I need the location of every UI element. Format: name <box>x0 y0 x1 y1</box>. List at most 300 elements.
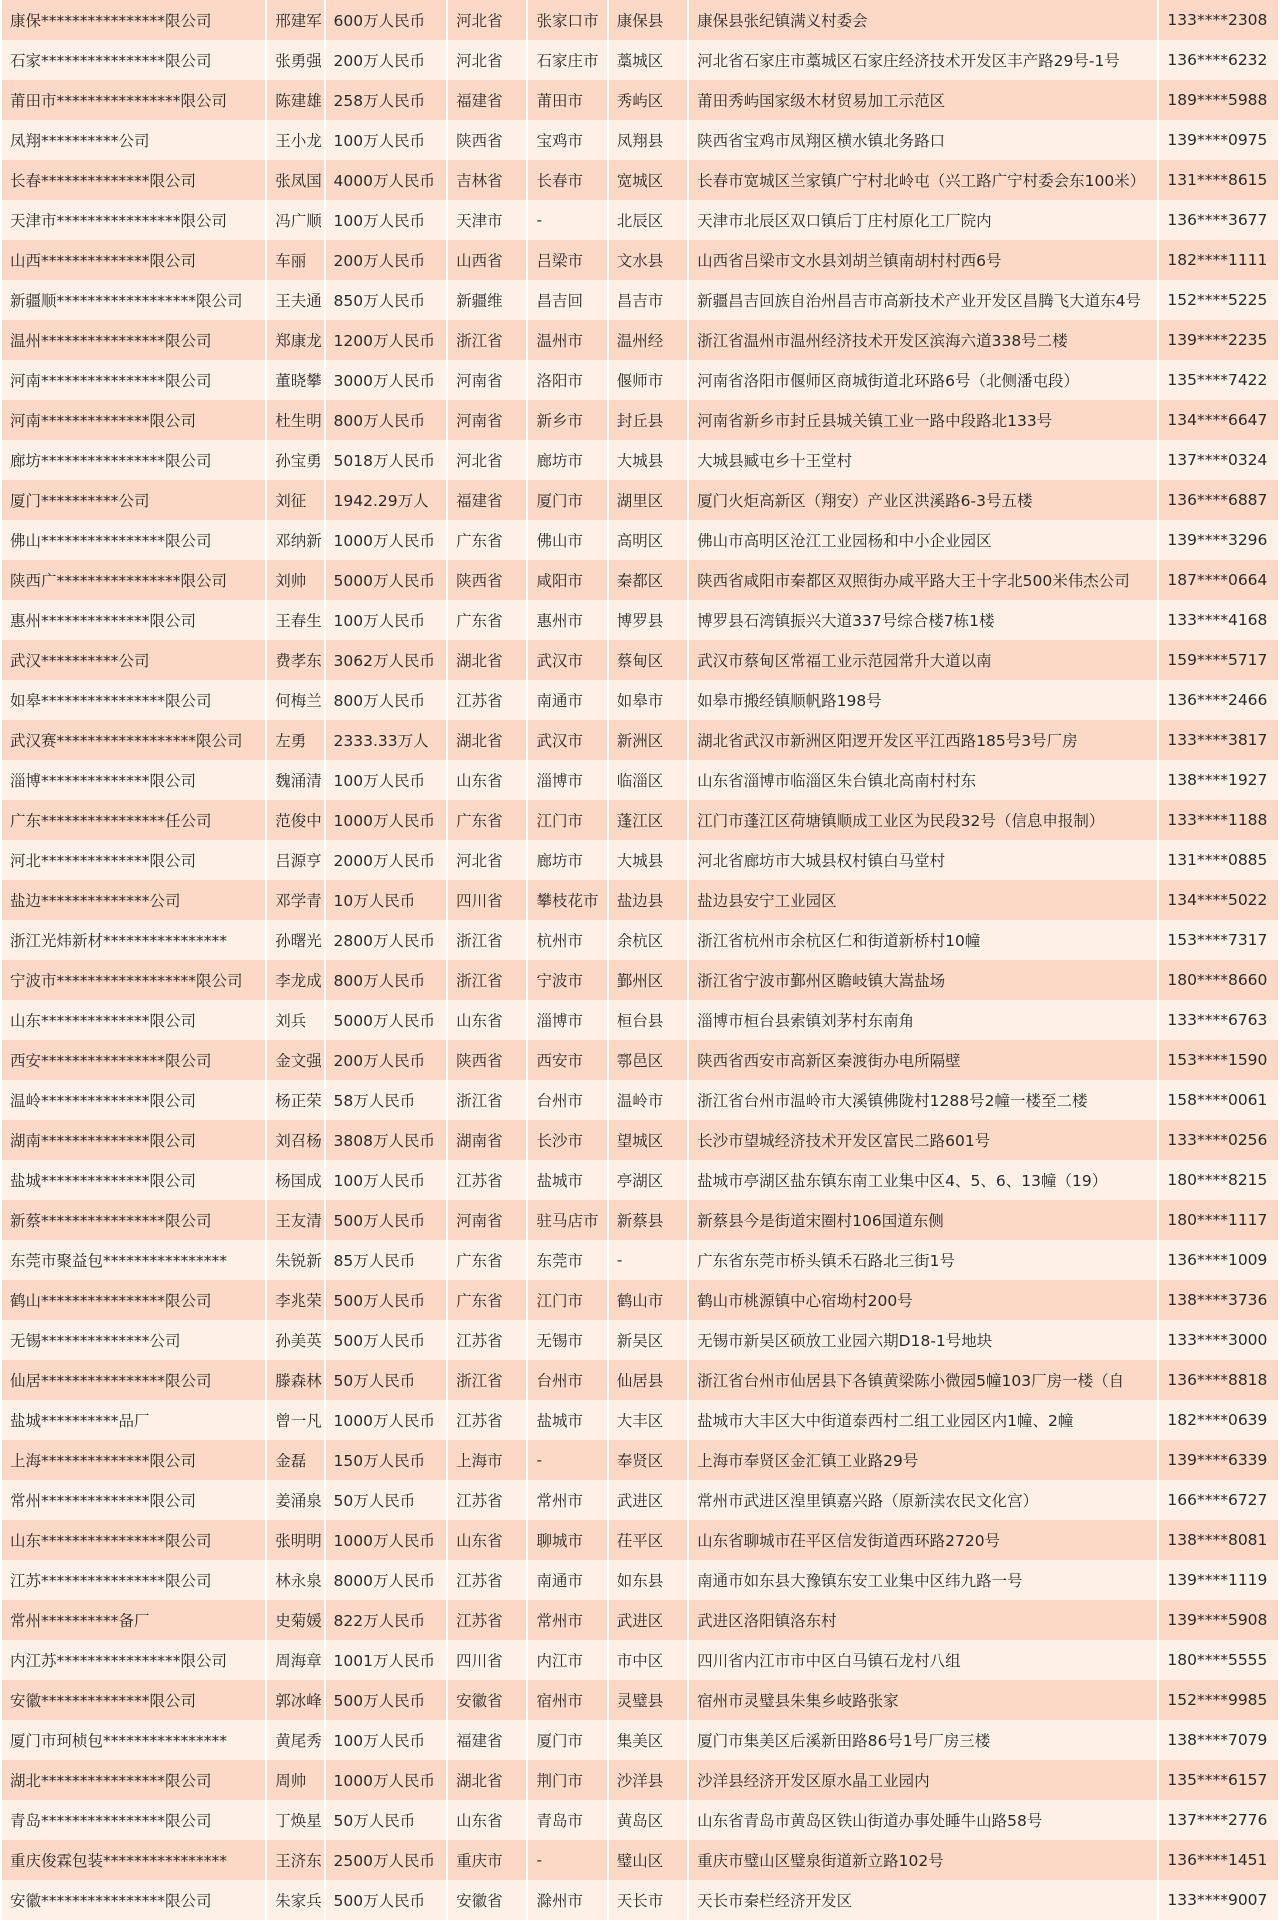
company-name-cell: 西安****************限公司 <box>2 1040 265 1080</box>
city-cell: 宿州市 <box>528 1680 606 1720</box>
county-cell: 大城县 <box>609 440 687 480</box>
table-row <box>2 1760 1278 1800</box>
province-cell: 浙江省 <box>448 1360 526 1400</box>
phone-cell: 131****0885 <box>1159 840 1278 880</box>
legal-rep-cell: 邓纳新 <box>267 520 323 560</box>
province-cell: 湖北省 <box>448 720 526 760</box>
legal-rep-cell: 李龙成 <box>267 960 323 1000</box>
company-name-cell: 新蔡****************限公司 <box>2 1200 265 1240</box>
address-cell: 盐城市大丰区大中街道泰西村二组工业园区内1幢、2幢 <box>689 1400 1157 1440</box>
city-cell: 荆门市 <box>528 1760 606 1800</box>
company-name-cell: 重庆俊霖包装**************** <box>2 1840 265 1880</box>
registered-capital-cell: 5000万人民币 <box>326 1000 447 1040</box>
table-row <box>2 480 1278 520</box>
company-name-cell: 河南****************限公司 <box>2 360 265 400</box>
legal-rep-cell: 吕源亨 <box>267 840 323 880</box>
registered-capital-cell: 500万人民币 <box>326 1200 447 1240</box>
legal-rep-cell: 何梅兰 <box>267 680 323 720</box>
phone-cell: 139****0975 <box>1159 120 1278 160</box>
county-cell: 茌平区 <box>609 1520 687 1560</box>
province-cell: 陕西省 <box>448 120 526 160</box>
province-cell: 浙江省 <box>448 320 526 360</box>
phone-cell: 136****6232 <box>1159 40 1278 80</box>
county-cell: 封丘县 <box>609 400 687 440</box>
legal-rep-cell: 杜生明 <box>267 400 323 440</box>
registered-capital-cell: 500万人民币 <box>326 1280 447 1320</box>
city-cell: 杭州市 <box>528 920 606 960</box>
phone-cell: 135****6157 <box>1159 1760 1278 1800</box>
table-row <box>2 1120 1278 1160</box>
company-name-cell: 上海**************限公司 <box>2 1440 265 1480</box>
city-cell: 厦门市 <box>528 1720 606 1760</box>
registered-capital-cell: 100万人民币 <box>326 760 447 800</box>
phone-cell: 133****3000 <box>1159 1320 1278 1360</box>
city-cell: 武汉市 <box>528 640 606 680</box>
registered-capital-cell: 100万人民币 <box>326 1720 447 1760</box>
table-row <box>2 720 1278 760</box>
legal-rep-cell: 王小龙 <box>267 120 323 160</box>
registered-capital-cell: 8000万人民币 <box>326 1560 447 1600</box>
phone-cell: 136****6887 <box>1159 480 1278 520</box>
county-cell: - <box>609 1240 687 1280</box>
legal-rep-cell: 魏涌清 <box>267 760 323 800</box>
table-row <box>2 800 1278 840</box>
city-cell: 厦门市 <box>528 480 606 520</box>
county-cell: 秦都区 <box>609 560 687 600</box>
table-row <box>2 320 1278 360</box>
legal-rep-cell: 刘召杨 <box>267 1120 323 1160</box>
registered-capital-cell: 1200万人民币 <box>326 320 447 360</box>
registered-capital-cell: 1001万人民币 <box>326 1640 447 1680</box>
table-row <box>2 200 1278 240</box>
company-name-cell: 温岭**************限公司 <box>2 1080 265 1120</box>
registered-capital-cell: 200万人民币 <box>326 240 447 280</box>
legal-rep-cell: 刘帅 <box>267 560 323 600</box>
county-cell: 凤翔县 <box>609 120 687 160</box>
address-cell: 武汉市蔡甸区常福工业示范园常升大道以南 <box>689 640 1157 680</box>
company-name-cell: 新疆顺******************限公司 <box>2 280 265 320</box>
company-name-cell: 河南**************限公司 <box>2 400 265 440</box>
county-cell: 温岭市 <box>609 1080 687 1120</box>
city-cell: - <box>528 1840 606 1880</box>
county-cell: 蓬江区 <box>609 800 687 840</box>
address-cell: 南通市如东县大豫镇东安工业集中区纬九路一号 <box>689 1560 1157 1600</box>
company-name-cell: 淄博**************限公司 <box>2 760 265 800</box>
registered-capital-cell: 600万人民币 <box>326 0 447 40</box>
table-row <box>2 1040 1278 1080</box>
table-row <box>2 1680 1278 1720</box>
legal-rep-cell: 曾一凡 <box>267 1400 323 1440</box>
phone-cell: 133****4168 <box>1159 600 1278 640</box>
table-row <box>2 1400 1278 1440</box>
address-cell: 大城县臧屯乡十王堂村 <box>689 440 1157 480</box>
registered-capital-cell: 5018万人民币 <box>326 440 447 480</box>
city-cell: 东莞市 <box>528 1240 606 1280</box>
legal-rep-cell: 史菊媛 <box>267 1600 323 1640</box>
company-name-cell: 盐边**************公司 <box>2 880 265 920</box>
legal-rep-cell: 刘征 <box>267 480 323 520</box>
registered-capital-cell: 100万人民币 <box>326 200 447 240</box>
city-cell: 西安市 <box>528 1040 606 1080</box>
county-cell: 秀屿区 <box>609 80 687 120</box>
company-name-cell: 湖北****************限公司 <box>2 1760 265 1800</box>
address-cell: 博罗县石湾镇振兴大道337号综合楼7栋1楼 <box>689 600 1157 640</box>
company-name-cell: 盐城**********品厂 <box>2 1400 265 1440</box>
legal-rep-cell: 费孝东 <box>267 640 323 680</box>
city-cell: 淄博市 <box>528 760 606 800</box>
city-cell: 咸阳市 <box>528 560 606 600</box>
phone-cell: 180****1117 <box>1159 1200 1278 1240</box>
legal-rep-cell: 李兆荣 <box>267 1280 323 1320</box>
table-row <box>2 1800 1278 1840</box>
registered-capital-cell: 1000万人民币 <box>326 800 447 840</box>
province-cell: 上海市 <box>448 1440 526 1480</box>
table-row <box>2 160 1278 200</box>
county-cell: 藁城区 <box>609 40 687 80</box>
registered-capital-cell: 50万人民币 <box>326 1480 447 1520</box>
registered-capital-cell: 850万人民币 <box>326 280 447 320</box>
company-name-cell: 江苏****************限公司 <box>2 1560 265 1600</box>
address-cell: 长春市宽城区兰家镇广宁村北岭屯（兴工路广宁村委会东100米） <box>689 160 1157 200</box>
county-cell: 昌吉市 <box>609 280 687 320</box>
city-cell: 廊坊市 <box>528 440 606 480</box>
legal-rep-cell: 刘兵 <box>267 1000 323 1040</box>
table-row <box>2 880 1278 920</box>
county-cell: 集美区 <box>609 1720 687 1760</box>
province-cell: 广东省 <box>448 1240 526 1280</box>
company-name-cell: 莆田市****************限公司 <box>2 80 265 120</box>
province-cell: 河南省 <box>448 1200 526 1240</box>
city-cell: - <box>528 1440 606 1480</box>
city-cell: 长春市 <box>528 160 606 200</box>
address-cell: 陕西省西安市高新区秦渡街办电所隔壁 <box>689 1040 1157 1080</box>
address-cell: 常州市武进区湟里镇嘉兴路（原新渎农民文化宫） <box>689 1480 1157 1520</box>
city-cell: 台州市 <box>528 1080 606 1120</box>
province-cell: 浙江省 <box>448 920 526 960</box>
legal-rep-cell: 张勇强 <box>267 40 323 80</box>
registered-capital-cell: 3062万人民币 <box>326 640 447 680</box>
company-name-cell: 长春**************限公司 <box>2 160 265 200</box>
legal-rep-cell: 车丽 <box>267 240 323 280</box>
registered-capital-cell: 1942.29万人 <box>326 480 447 520</box>
registered-capital-cell: 10万人民币 <box>326 880 447 920</box>
county-cell: 偃师市 <box>609 360 687 400</box>
company-name-cell: 惠州**************限公司 <box>2 600 265 640</box>
city-cell: 吕梁市 <box>528 240 606 280</box>
table-row <box>2 760 1278 800</box>
province-cell: 四川省 <box>448 1640 526 1680</box>
province-cell: 浙江省 <box>448 1080 526 1120</box>
county-cell: 璧山区 <box>609 1840 687 1880</box>
legal-rep-cell: 姜涌泉 <box>267 1480 323 1520</box>
table-row <box>2 1000 1278 1040</box>
city-cell: 廊坊市 <box>528 840 606 880</box>
phone-cell: 133****2308 <box>1159 0 1278 40</box>
company-name-cell: 广东****************任公司 <box>2 800 265 840</box>
city-cell: 无锡市 <box>528 1320 606 1360</box>
company-name-cell: 山东**************限公司 <box>2 1000 265 1040</box>
city-cell: 驻马店市 <box>528 1200 606 1240</box>
province-cell: 广东省 <box>448 1280 526 1320</box>
registered-capital-cell: 2500万人民币 <box>326 1840 447 1880</box>
registered-capital-cell: 100万人民币 <box>326 600 447 640</box>
table-row <box>2 600 1278 640</box>
table-row <box>2 440 1278 480</box>
phone-cell: 139****3296 <box>1159 520 1278 560</box>
address-cell: 江门市蓬江区荷塘镇顺成工业区为民段32号（信息申报制） <box>689 800 1157 840</box>
city-cell: 宁波市 <box>528 960 606 1000</box>
phone-cell: 136****1451 <box>1159 1840 1278 1880</box>
legal-rep-cell: 林永泉 <box>267 1560 323 1600</box>
phone-cell: 133****0256 <box>1159 1120 1278 1160</box>
county-cell: 康保县 <box>609 0 687 40</box>
phone-cell: 133****6763 <box>1159 1000 1278 1040</box>
city-cell: 惠州市 <box>528 600 606 640</box>
address-cell: 淄博市桓台县索镇刘茅村东南角 <box>689 1000 1157 1040</box>
city-cell: 青岛市 <box>528 1800 606 1840</box>
county-cell: 亭湖区 <box>609 1160 687 1200</box>
address-cell: 陕西省宝鸡市凤翔区横水镇北务路口 <box>689 120 1157 160</box>
legal-rep-cell: 范俊中 <box>267 800 323 840</box>
county-cell: 大丰区 <box>609 1400 687 1440</box>
address-cell: 武进区洛阳镇洛东村 <box>689 1600 1157 1640</box>
phone-cell: 134****5022 <box>1159 880 1278 920</box>
address-cell: 沙洋县经济开发区原水晶工业园内 <box>689 1760 1157 1800</box>
registered-capital-cell: 800万人民币 <box>326 680 447 720</box>
province-cell: 山东省 <box>448 1520 526 1560</box>
phone-cell: 135****7422 <box>1159 360 1278 400</box>
address-cell: 四川省内江市市中区白马镇石龙村八组 <box>689 1640 1157 1680</box>
county-cell: 望城区 <box>609 1120 687 1160</box>
company-name-cell: 内江苏****************限公司 <box>2 1640 265 1680</box>
address-cell: 新疆昌吉回族自治州昌吉市高新技术产业开发区昌腾飞大道东4号 <box>689 280 1157 320</box>
registered-capital-cell: 100万人民币 <box>326 1160 447 1200</box>
address-cell: 重庆市璧山区璧泉街道新立路102号 <box>689 1840 1157 1880</box>
city-cell: 内江市 <box>528 1640 606 1680</box>
phone-cell: 139****2235 <box>1159 320 1278 360</box>
province-cell: 广东省 <box>448 600 526 640</box>
table-row <box>2 1360 1278 1400</box>
address-cell: 广东省东莞市桥头镇禾石路北三街1号 <box>689 1240 1157 1280</box>
legal-rep-cell: 孙宝勇 <box>267 440 323 480</box>
phone-cell: 182****0639 <box>1159 1400 1278 1440</box>
registered-capital-cell: 58万人民币 <box>326 1080 447 1120</box>
county-cell: 天长市 <box>609 1880 687 1920</box>
province-cell: 湖北省 <box>448 1760 526 1800</box>
province-cell: 江苏省 <box>448 1600 526 1640</box>
company-name-cell: 山西**************限公司 <box>2 240 265 280</box>
address-cell: 山东省淄博市临淄区朱台镇北高南村村东 <box>689 760 1157 800</box>
company-name-cell: 常州**********备厂 <box>2 1600 265 1640</box>
registered-capital-cell: 500万人民币 <box>326 1680 447 1720</box>
phone-cell: 182****1111 <box>1159 240 1278 280</box>
table-row <box>2 0 1278 40</box>
county-cell: 灵璧县 <box>609 1680 687 1720</box>
address-cell: 佛山市高明区沧江工业园杨和中小企业园区 <box>689 520 1157 560</box>
province-cell: 河北省 <box>448 40 526 80</box>
province-cell: 河北省 <box>448 440 526 480</box>
registered-capital-cell: 1000万人民币 <box>326 520 447 560</box>
county-cell: 文水县 <box>609 240 687 280</box>
city-cell: 宝鸡市 <box>528 120 606 160</box>
province-cell: 湖南省 <box>448 1120 526 1160</box>
company-name-cell: 厦门**********公司 <box>2 480 265 520</box>
table-row <box>2 640 1278 680</box>
county-cell: 沙洋县 <box>609 1760 687 1800</box>
city-cell: 盐城市 <box>528 1400 606 1440</box>
county-cell: 如东县 <box>609 1560 687 1600</box>
registered-capital-cell: 2800万人民币 <box>326 920 447 960</box>
registered-capital-cell: 100万人民币 <box>326 120 447 160</box>
registered-capital-cell: 200万人民币 <box>326 1040 447 1080</box>
legal-rep-cell: 黄尾秀 <box>267 1720 323 1760</box>
table-row <box>2 1480 1278 1520</box>
address-cell: 山东省聊城市茌平区信发街道西环路2720号 <box>689 1520 1157 1560</box>
address-cell: 天津市北辰区双口镇后丁庄村原化工厂院内 <box>689 200 1157 240</box>
company-name-cell: 康保****************限公司 <box>2 0 265 40</box>
province-cell: 河南省 <box>448 400 526 440</box>
legal-rep-cell: 王济东 <box>267 1840 323 1880</box>
company-name-cell: 仙居****************限公司 <box>2 1360 265 1400</box>
company-name-cell: 鹤山****************限公司 <box>2 1280 265 1320</box>
table-row <box>2 1080 1278 1120</box>
phone-cell: 189****5988 <box>1159 80 1278 120</box>
province-cell: 广东省 <box>448 520 526 560</box>
address-cell: 莆田秀屿国家级木材贸易加工示范区 <box>689 80 1157 120</box>
phone-cell: 139****5908 <box>1159 1600 1278 1640</box>
phone-cell: 180****8215 <box>1159 1160 1278 1200</box>
legal-rep-cell: 张明明 <box>267 1520 323 1560</box>
phone-cell: 137****2776 <box>1159 1800 1278 1840</box>
phone-cell: 137****0324 <box>1159 440 1278 480</box>
registered-capital-cell: 2333.33万人 <box>326 720 447 760</box>
phone-cell: 180****5555 <box>1159 1640 1278 1680</box>
registered-capital-cell: 5000万人民币 <box>326 560 447 600</box>
city-cell: 佛山市 <box>528 520 606 560</box>
city-cell: 石家庄市 <box>528 40 606 80</box>
phone-cell: 138****1927 <box>1159 760 1278 800</box>
county-cell: 黄岛区 <box>609 1800 687 1840</box>
province-cell: 江苏省 <box>448 1320 526 1360</box>
province-cell: 河南省 <box>448 360 526 400</box>
registered-capital-cell: 500万人民币 <box>326 1880 447 1920</box>
province-cell: 广东省 <box>448 800 526 840</box>
province-cell: 江苏省 <box>448 1160 526 1200</box>
address-cell: 河南省新乡市封丘县城关镇工业一路中段路北133号 <box>689 400 1157 440</box>
address-cell: 宿州市灵璧县朱集乡岐路张家 <box>689 1680 1157 1720</box>
county-cell: 奉贤区 <box>609 1440 687 1480</box>
county-cell: 市中区 <box>609 1640 687 1680</box>
legal-rep-cell: 董晓攀 <box>267 360 323 400</box>
table-row <box>2 360 1278 400</box>
province-cell: 江苏省 <box>448 1400 526 1440</box>
county-cell: 临淄区 <box>609 760 687 800</box>
registered-capital-cell: 822万人民币 <box>326 1600 447 1640</box>
city-cell: 盐城市 <box>528 1160 606 1200</box>
province-cell: 福建省 <box>448 1720 526 1760</box>
registered-capital-cell: 200万人民币 <box>326 40 447 80</box>
company-name-cell: 湖南**************限公司 <box>2 1120 265 1160</box>
address-cell: 盐边县安宁工业园区 <box>689 880 1157 920</box>
county-cell: 宽城区 <box>609 160 687 200</box>
company-name-cell: 武汉**********公司 <box>2 640 265 680</box>
province-cell: 四川省 <box>448 880 526 920</box>
province-cell: 陕西省 <box>448 1040 526 1080</box>
county-cell: 温州经 <box>609 320 687 360</box>
city-cell: 常州市 <box>528 1480 606 1520</box>
city-cell: 昌吉回 <box>528 280 606 320</box>
legal-rep-cell: 杨正荣 <box>267 1080 323 1120</box>
company-name-cell: 河北**************限公司 <box>2 840 265 880</box>
phone-cell: 187****0664 <box>1159 560 1278 600</box>
table-row <box>2 1280 1278 1320</box>
table-row <box>2 80 1278 120</box>
phone-cell: 139****6339 <box>1159 1440 1278 1480</box>
phone-cell: 138****7079 <box>1159 1720 1278 1760</box>
city-cell: 温州市 <box>528 320 606 360</box>
company-name-cell: 安徽**************限公司 <box>2 1680 265 1720</box>
county-cell: 新吴区 <box>609 1320 687 1360</box>
city-cell: 南通市 <box>528 1560 606 1600</box>
address-cell: 河北省石家庄市藁城区石家庄经济技术开发区丰产路29号-1号 <box>689 40 1157 80</box>
table-row <box>2 1600 1278 1640</box>
address-cell: 天长市秦栏经济开发区 <box>689 1880 1157 1920</box>
county-cell: 鄠邑区 <box>609 1040 687 1080</box>
county-cell: 余杭区 <box>609 920 687 960</box>
phone-cell: 136****3677 <box>1159 200 1278 240</box>
legal-rep-cell: 郭冰峰 <box>267 1680 323 1720</box>
province-cell: 湖北省 <box>448 640 526 680</box>
address-cell: 鹤山市桃源镇中心宿坳村200号 <box>689 1280 1157 1320</box>
county-cell: 如皋市 <box>609 680 687 720</box>
company-name-cell: 廊坊****************限公司 <box>2 440 265 480</box>
table-row <box>2 240 1278 280</box>
legal-rep-cell: 孙美英 <box>267 1320 323 1360</box>
province-cell: 福建省 <box>448 80 526 120</box>
company-name-cell: 武汉赛******************限公司 <box>2 720 265 760</box>
company-name-cell: 温州****************限公司 <box>2 320 265 360</box>
province-cell: 河北省 <box>448 840 526 880</box>
city-cell: 淄博市 <box>528 1000 606 1040</box>
company-name-cell: 宁波市******************限公司 <box>2 960 265 1000</box>
county-cell: 新洲区 <box>609 720 687 760</box>
city-cell: 莆田市 <box>528 80 606 120</box>
address-cell: 厦门市集美区后溪新田路86号1号厂房三楼 <box>689 1720 1157 1760</box>
table-row <box>2 280 1278 320</box>
province-cell: 山东省 <box>448 1800 526 1840</box>
province-cell: 安徽省 <box>448 1880 526 1920</box>
city-cell: - <box>528 200 606 240</box>
table-row <box>2 120 1278 160</box>
county-cell: 北辰区 <box>609 200 687 240</box>
city-cell: 武汉市 <box>528 720 606 760</box>
company-name-cell: 无锡**************公司 <box>2 1320 265 1360</box>
city-cell: 滁州市 <box>528 1880 606 1920</box>
table-row <box>2 400 1278 440</box>
phone-cell: 133****3817 <box>1159 720 1278 760</box>
company-name-cell: 厦门市珂桢包**************** <box>2 1720 265 1760</box>
county-cell: 博罗县 <box>609 600 687 640</box>
address-cell: 长沙市望城经济技术开发区富民二路601号 <box>689 1120 1157 1160</box>
table-row <box>2 1240 1278 1280</box>
county-cell: 盐边县 <box>609 880 687 920</box>
city-cell: 江门市 <box>528 800 606 840</box>
address-cell: 浙江省杭州市余杭区仁和街道新桥村10幢 <box>689 920 1157 960</box>
address-cell: 无锡市新吴区硕放工业园六期D18-1号地块 <box>689 1320 1157 1360</box>
county-cell: 鄞州区 <box>609 960 687 1000</box>
address-cell: 河北省廊坊市大城县权村镇白马堂村 <box>689 840 1157 880</box>
legal-rep-cell: 朱锐新 <box>267 1240 323 1280</box>
